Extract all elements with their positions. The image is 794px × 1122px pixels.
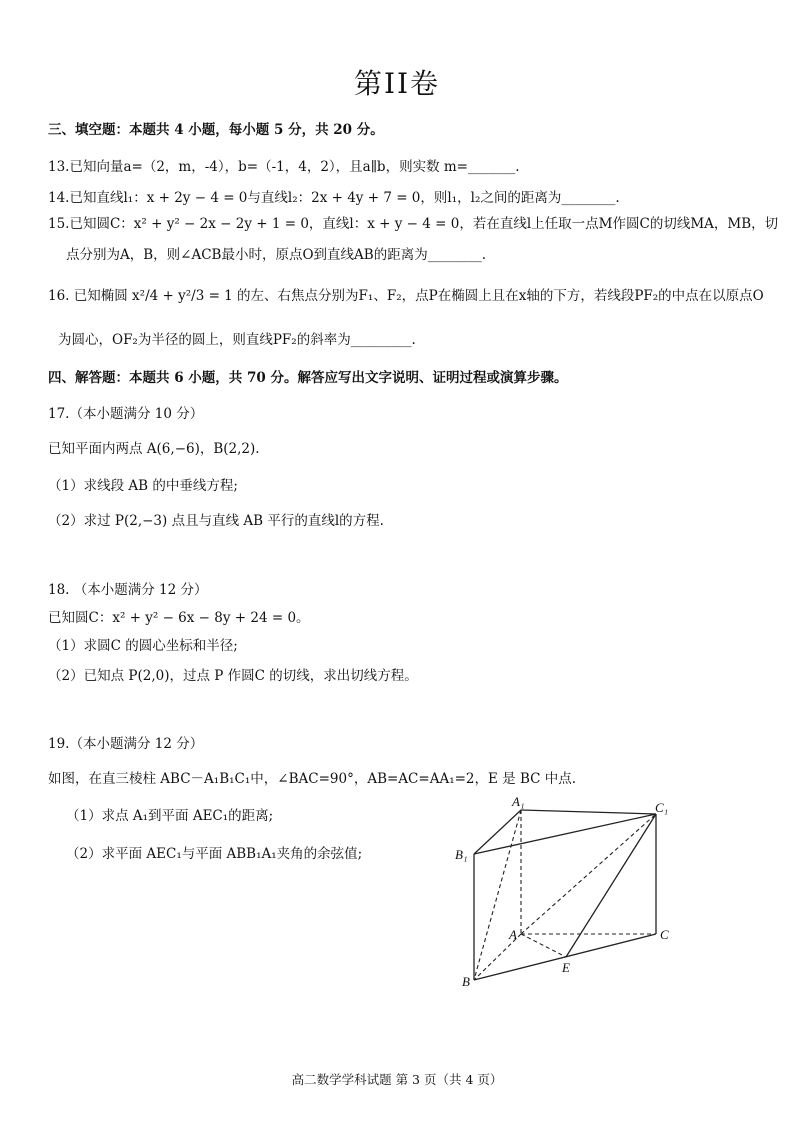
section-fill-blank-header: 三、填空题：本题共 4 小题，每小题 5 分，共 20 分。 <box>48 122 384 138</box>
question-15-line-2: 点分别为A，B，则∠ACB最小时，原点O到直线AB的距离为________. <box>66 247 487 263</box>
edge-a1-b-hidden <box>474 810 521 980</box>
question-14: 14.已知直线l₁：x + 2y − 4 = 0与直线l₂：2x + 4y + 7 = 0，则l₁，l₂之间的距离为________. <box>48 190 620 206</box>
question-16-line-2: 为圆心，OF₂为半径的圆上，则直线PF₂的斜率为_________. <box>58 332 416 348</box>
question-15-line-1: 15.已知圆C：x² + y² − 2x − 2y + 1 = 0，直线l：x + y − 4 = 0，若在直线l上任取一点M作圆C的切线MA，MB，切 <box>48 216 779 232</box>
question-17-body: 已知平面内两点 A(6,−6)，B(2,2). <box>48 441 260 457</box>
label-b: B <box>462 974 470 989</box>
edge-a1-c1 <box>521 810 656 814</box>
edge-a-c1-hidden <box>521 814 656 934</box>
label-e: E <box>562 960 570 975</box>
question-17-heading: 17.（本小题满分 10 分） <box>48 406 204 422</box>
label-a: A <box>509 927 517 942</box>
question-16-line-1: 16. 已知椭圆 x²/4 + y²/3 = 1 的左、右焦点分别为F₁、F₂，点P在椭圆上且在x轴的下方，若线段PF₂的中点在以原点O <box>48 288 764 304</box>
question-19-part-1: （1）求点 A₁到平面 AEC₁的距离; <box>66 808 274 824</box>
question-19-body: 如图，在直三棱柱 ABC－A₁B₁C₁中，∠BAC=90°，AB=AC=AA₁=2，E 是 BC 中点. <box>48 771 577 787</box>
question-19-part-2: （2）求平面 AEC₁与平面 ABB₁A₁夹角的余弦值; <box>66 846 363 862</box>
question-19-heading: 19.（本小题满分 12 分） <box>48 736 204 752</box>
section-solution-header: 四、解答题：本题共 6 小题，共 70 分。解答应写出文字说明、证明过程或演算步骤。 <box>48 370 568 386</box>
edge-a1-b1 <box>474 810 521 854</box>
question-18-part-1: （1）求圆C 的圆心坐标和半径; <box>48 638 238 654</box>
question-18-body: 已知圆C：x² + y² − 6x − 8y + 24 = 0。 <box>48 610 310 626</box>
label-a1: A₁ <box>512 794 525 809</box>
question-18-heading: 18. （本小题满分 12 分） <box>48 582 208 598</box>
edge-a-e-hidden <box>521 934 566 957</box>
label-c: C <box>660 927 669 942</box>
label-b1: B₁ <box>455 847 468 862</box>
question-17-part-1: （1）求线段 AB 的中垂线方程; <box>48 478 238 494</box>
edge-b1-c1 <box>474 814 656 854</box>
prism-figure <box>452 792 682 992</box>
label-c1: C₁ <box>655 800 669 815</box>
question-18-part-2: （2）已知点 P(2,0)，过点 P 作圆C 的切线，求出切线方程。 <box>48 668 418 684</box>
question-17-part-2: （2）求过 P(2,−3) 点且与直线 AB 平行的直线l的方程. <box>48 513 384 529</box>
question-13: 13.已知向量a=（2，m，-4），b=（-1，4，2），且a∥b，则实数 m=_______. <box>48 159 520 175</box>
page-title: 第II卷 <box>353 67 441 100</box>
page-footer: 高二数学学科试题 第 3 页（共 4 页） <box>291 1072 503 1087</box>
edge-e-c1 <box>566 814 656 957</box>
